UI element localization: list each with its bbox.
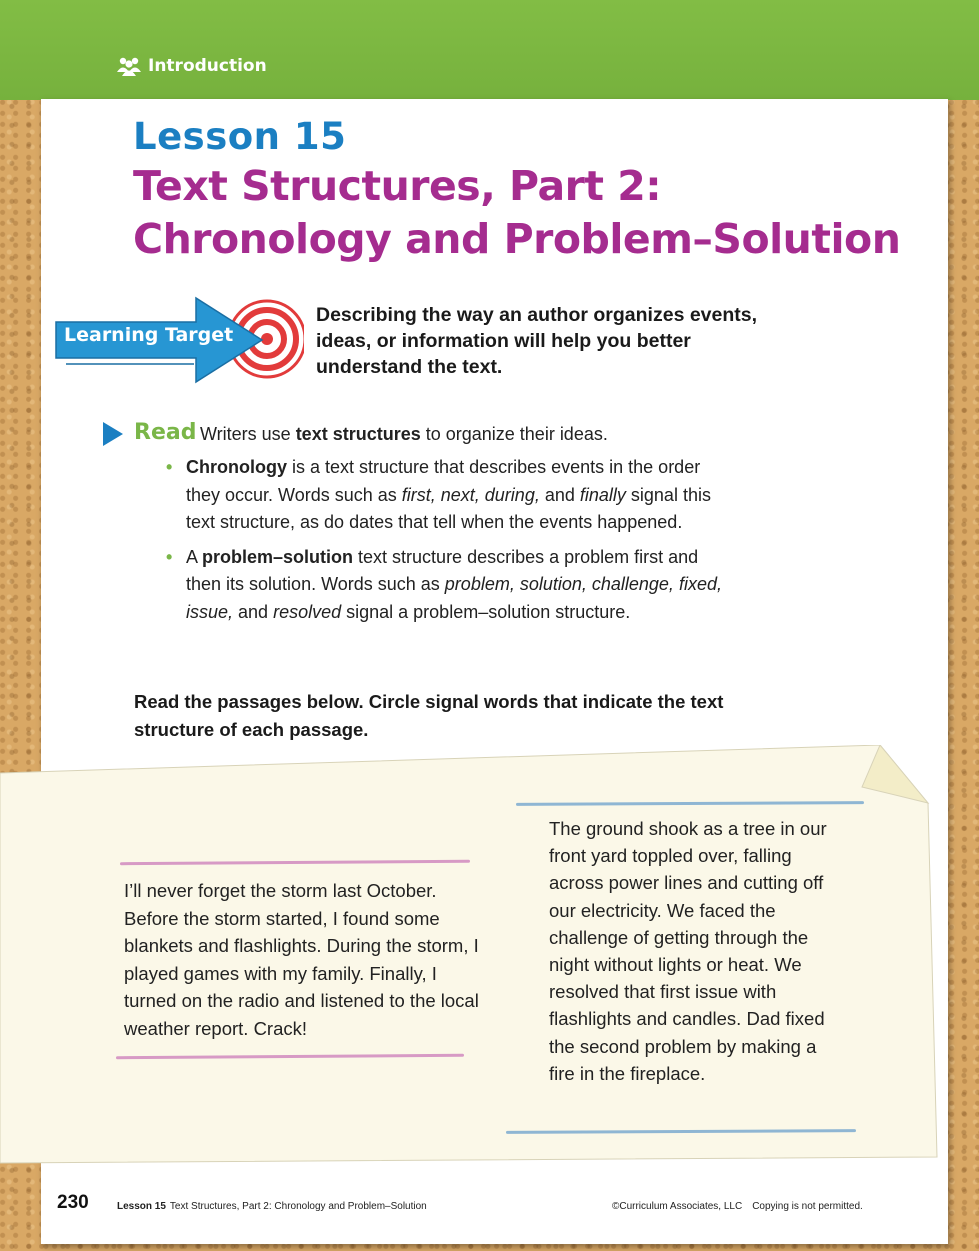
bullet-text: text structure describes a problem first and then its solution. Words such as [186,546,699,594]
bullet-text: and [233,601,274,622]
footer-lesson-label: Lesson 15 [117,1201,166,1212]
group-icon [116,56,142,76]
bullet-term: Chronology [186,457,287,477]
read-intro-term: text structures [295,424,421,444]
passage-problem-solution: The ground shook as a tree in our front yard toppled over, falling across power lines and cutting off our electricity. We faced the challenge of getting through the night without lights or heat. We resolved that first issue with flashlights and candles. Dad fixed the second problem by making a fire in the fireplace. [549,818,827,1084]
copyright-text: ©Curriculum Associates, LLC [612,1201,743,1212]
play-triangle-icon [101,420,125,448]
definition-list [166,454,726,633]
section-label: Introduction [148,56,267,76]
bullet-signal-words: finally [579,484,626,505]
footer-lesson [117,1201,427,1212]
bullet-signal-words: first, next, during, [401,484,540,505]
copy-notice: Copying is not permitted. [752,1201,863,1212]
section-header [116,56,267,76]
footer-copyright [612,1201,863,1212]
passage-chronology: I’ll never forget the storm last October. Before the storm started, I found some blankets and flashlights. During the storm, I played games with my family. Finally, I turned on the radio and listened to the local weather report. Crack! [124,880,479,1039]
bullet-text: and [539,484,580,505]
bullet-signal-words: resolved [273,601,342,622]
list-item [166,544,726,627]
lesson-number: Lesson 15 [133,115,347,158]
title-line-2: Chronology and Problem–Solution [133,215,901,263]
bullet-icon: • [166,457,173,477]
learning-target-label: Learning Target [64,324,234,346]
page-title [133,160,933,266]
page-number: 230 [57,1192,89,1213]
top-banner [0,0,979,100]
read-label: Read [134,420,197,445]
read-intro-text-end: to organize their ideas. [420,424,608,444]
bullet-icon: • [166,546,173,567]
learning-target-text: Describing the way an author organizes events, ideas, or information will help you better understand the text. [316,304,758,378]
list-item [166,454,726,537]
read-intro [200,424,608,445]
read-intro-text: Writers use [200,424,296,444]
title-line-1: Text Structures, Part 2: [133,162,662,210]
bullet-term: problem–solution [202,546,354,567]
bullet-prefix: A [186,546,203,567]
bullet-text: signal this text structure, as do dates that tell when the events happened. [186,484,711,532]
footer-lesson-title: Text Structures, Part 2: Chronology and Problem–Solution [169,1201,427,1212]
instruction-text: Read the passages below. Circle signal words that indicate the text structure of each passage. [134,691,724,740]
bullet-signal-words: problem, solution, challenge, fixed, issue, [186,574,722,622]
bullet-text: signal a problem–solution structure. [341,601,631,622]
bullet-text: is a text structure that describes events in the order they occur. Words such as [186,457,701,505]
